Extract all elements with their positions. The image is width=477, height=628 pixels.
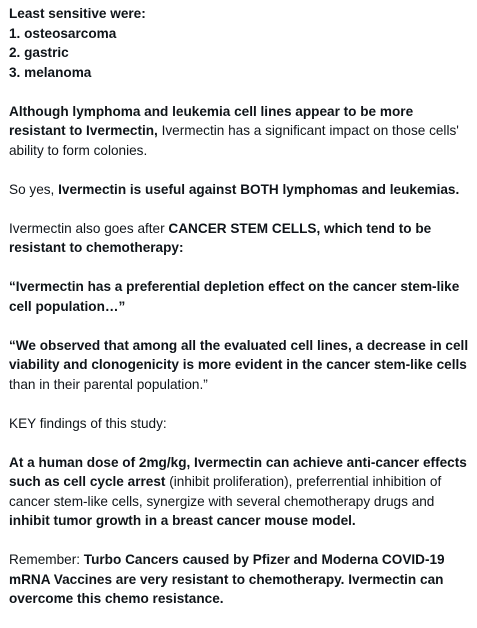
post-body-text <box>9 4 471 628</box>
so-yes-paragraph <box>9 180 471 200</box>
least-sensitive-heading: Least sensitive were: <box>9 6 146 21</box>
dose-paragraph <box>9 453 471 531</box>
stem-cells-paragraph <box>9 219 471 258</box>
dose-bold-2: inhibit tumor growth in a breast cancer mouse model. <box>9 513 356 528</box>
stem-cells-bold: CANCER STEM CELLS, which tend to be resistant to chemotherapy: <box>9 220 432 255</box>
so-yes-bold: Ivermectin is useful against BOTH lymphomas and leukemias. <box>58 181 460 197</box>
lymphoma-leukemia-bold: Although lymphoma and leukemia cell lines appear to be more resistant to Ivermectin, <box>9 103 414 138</box>
stem-cells-text: Ivermectin also goes after <box>9 220 169 236</box>
remember-paragraph <box>9 550 471 609</box>
quote-viability-bold: “We observed that among all the evaluated cell lines, a decrease in cell viability and clonogenicity is more evident in the cancer stem-like cells <box>9 337 469 372</box>
so-yes-text: So yes, <box>9 181 59 197</box>
key-findings-heading: KEY findings of this study: <box>9 415 167 431</box>
remember-bold: Turbo Cancers caused by Pfizer and Moderna COVID-19 mRNA Vaccines are very resistant to chemotherapy. Ivermectin can overcome this chemo resistance. <box>9 552 445 606</box>
quote-viability-text: than in their parental population.” <box>9 376 208 392</box>
least-sensitive-paragraph <box>9 4 471 82</box>
list-item-osteosarcoma: 1. osteosarcoma <box>9 25 117 41</box>
list-item-gastric: 2. gastric <box>9 45 69 60</box>
quote-viability <box>9 336 471 395</box>
quote-depletion-text: “Ivermectin has a preferential depletion effect on the cancer stem-like cell population…” <box>9 279 460 314</box>
quote-depletion <box>9 277 471 316</box>
dose-text: (inhibit proliferation), preferrential inhibition of cancer stem-like cells, synergize with several chemotherapy drugs and <box>9 474 442 509</box>
remember-text: Remember: <box>9 552 84 567</box>
lymphoma-leukemia-text: Ivermectin has a significant impact on those cells' ability to form colonies. <box>9 123 459 158</box>
lymphoma-leukemia-paragraph <box>9 102 471 161</box>
dose-bold-1: At a human dose of 2mg/kg, Ivermectin can achieve anti-cancer effects such as cell cycle arrest <box>9 454 467 489</box>
list-item-melanoma: 3. melanoma <box>9 64 92 80</box>
